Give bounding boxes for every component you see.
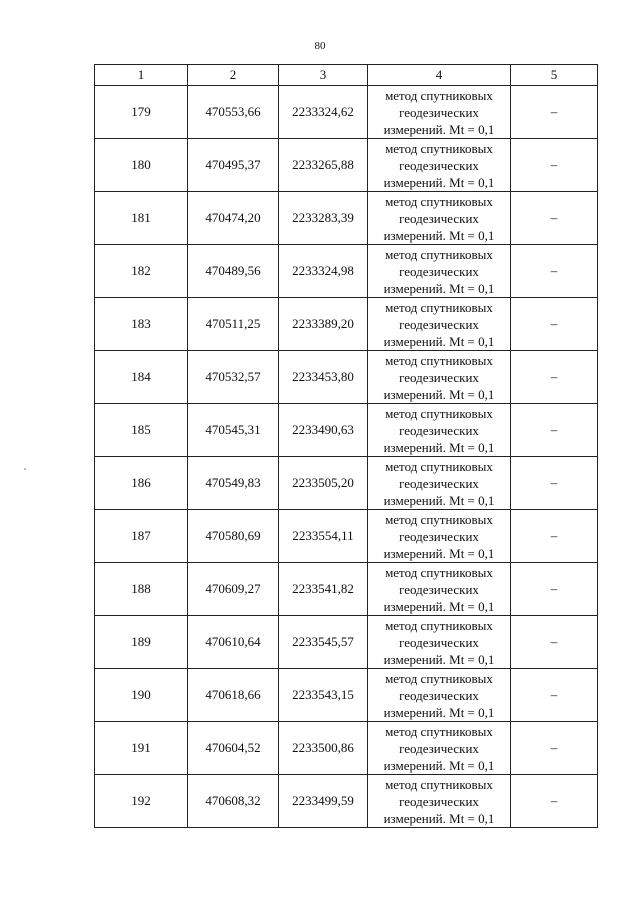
method-line: измерений. Mt = 0,1 [383,439,495,455]
method-line: измерений. Mt = 0,1 [383,757,495,773]
point-number-cell: 190 [95,669,188,722]
method-cell [368,616,511,669]
coordinates-table [94,64,598,828]
method-line: метод спутниковых [385,776,493,792]
method-line: геодезических [399,263,479,279]
y-coordinate-cell: 2233500,86 [279,722,368,775]
method-line: метод спутниковых [385,193,493,209]
method-line: геодезических [399,369,479,385]
method-line: измерений. Mt = 0,1 [383,651,495,667]
x-coordinate-cell: 470495,37 [188,139,279,192]
x-coordinate-cell: 470474,20 [188,192,279,245]
table-header [95,65,598,86]
method-cell [368,722,511,775]
method-line: измерений. Mt = 0,1 [383,386,495,402]
x-coordinate-cell: 470618,66 [188,669,279,722]
y-coordinate-cell: 2233389,20 [279,298,368,351]
scan-speck [24,468,26,470]
column-header-3: 3 [279,65,368,86]
point-number-cell: 180 [95,139,188,192]
note-cell: – [511,192,598,245]
note-cell: – [511,404,598,457]
method-cell [368,351,511,404]
table-row [95,192,598,245]
method-line: метод спутниковых [385,617,493,633]
method-cell [368,510,511,563]
method-line: геодезических [399,581,479,597]
point-number-cell: 192 [95,775,188,828]
method-line: геодезических [399,104,479,120]
method-cell [368,404,511,457]
x-coordinate-cell: 470610,64 [188,616,279,669]
x-coordinate-cell: 470580,69 [188,510,279,563]
method-line: геодезических [399,634,479,650]
table-row [95,563,598,616]
x-coordinate-cell: 470609,27 [188,563,279,616]
y-coordinate-cell: 2233545,57 [279,616,368,669]
point-number-cell: 179 [95,86,188,139]
method-line: метод спутниковых [385,352,493,368]
y-coordinate-cell: 2233324,62 [279,86,368,139]
method-line: измерений. Mt = 0,1 [383,704,495,720]
note-cell: – [511,775,598,828]
method-line: метод спутниковых [385,723,493,739]
method-line: метод спутниковых [385,299,493,315]
method-cell [368,298,511,351]
point-number-cell: 188 [95,563,188,616]
table-row [95,245,598,298]
note-cell: – [511,669,598,722]
method-line: геодезических [399,528,479,544]
method-line: измерений. Mt = 0,1 [383,121,495,137]
y-coordinate-cell: 2233324,98 [279,245,368,298]
note-cell: – [511,139,598,192]
y-coordinate-cell: 2233499,59 [279,775,368,828]
point-number-cell: 185 [95,404,188,457]
method-line: геодезических [399,422,479,438]
table-row [95,351,598,404]
x-coordinate-cell: 470553,66 [188,86,279,139]
note-cell: – [511,510,598,563]
table-row [95,669,598,722]
x-coordinate-cell: 470545,31 [188,404,279,457]
point-number-cell: 181 [95,192,188,245]
table-row [95,404,598,457]
method-line: геодезических [399,793,479,809]
point-number-cell: 187 [95,510,188,563]
x-coordinate-cell: 470511,25 [188,298,279,351]
y-coordinate-cell: 2233265,88 [279,139,368,192]
table-row [95,775,598,828]
page-number: 80 [314,40,326,52]
x-coordinate-cell: 470489,56 [188,245,279,298]
method-line: измерений. Mt = 0,1 [383,174,495,190]
x-coordinate-cell: 470532,57 [188,351,279,404]
y-coordinate-cell: 2233453,80 [279,351,368,404]
note-cell: – [511,86,598,139]
table-row [95,722,598,775]
header-row [95,65,598,86]
note-cell: – [511,722,598,775]
note-cell: – [511,457,598,510]
note-cell: – [511,351,598,404]
method-cell [368,775,511,828]
table-body [95,86,598,828]
method-line: геодезических [399,157,479,173]
method-cell [368,86,511,139]
method-line: геодезических [399,475,479,491]
method-line: метод спутниковых [385,670,493,686]
point-number-cell: 183 [95,298,188,351]
y-coordinate-cell: 2233554,11 [279,510,368,563]
y-coordinate-cell: 2233541,82 [279,563,368,616]
x-coordinate-cell: 470549,83 [188,457,279,510]
method-line: метод спутниковых [385,458,493,474]
column-header-5: 5 [511,65,598,86]
y-coordinate-cell: 2233283,39 [279,192,368,245]
point-number-cell: 186 [95,457,188,510]
note-cell: – [511,616,598,669]
point-number-cell: 184 [95,351,188,404]
method-line: геодезических [399,687,479,703]
method-line: измерений. Mt = 0,1 [383,333,495,349]
column-header-4: 4 [368,65,511,86]
method-line: геодезических [399,316,479,332]
method-line: метод спутниковых [385,511,493,527]
method-cell [368,669,511,722]
method-line: геодезических [399,210,479,226]
method-line: метод спутниковых [385,564,493,580]
table-row [95,616,598,669]
method-cell [368,457,511,510]
method-line: измерений. Mt = 0,1 [383,280,495,296]
column-header-2: 2 [188,65,279,86]
table-row [95,139,598,192]
y-coordinate-cell: 2233490,63 [279,404,368,457]
note-cell: – [511,298,598,351]
method-line: метод спутниковых [385,246,493,262]
note-cell: – [511,563,598,616]
method-line: метод спутниковых [385,140,493,156]
method-line: измерений. Mt = 0,1 [383,492,495,508]
method-line: метод спутниковых [385,87,493,103]
method-cell [368,563,511,616]
method-line: измерений. Mt = 0,1 [383,810,495,826]
table-row [95,510,598,563]
x-coordinate-cell: 470608,32 [188,775,279,828]
note-cell: – [511,245,598,298]
y-coordinate-cell: 2233543,15 [279,669,368,722]
method-line: измерений. Mt = 0,1 [383,598,495,614]
method-cell [368,245,511,298]
point-number-cell: 189 [95,616,188,669]
method-line: метод спутниковых [385,405,493,421]
method-cell [368,192,511,245]
x-coordinate-cell: 470604,52 [188,722,279,775]
method-cell [368,139,511,192]
method-line: геодезических [399,740,479,756]
point-number-cell: 182 [95,245,188,298]
method-line: измерений. Mt = 0,1 [383,545,495,561]
column-header-1: 1 [95,65,188,86]
point-number-cell: 191 [95,722,188,775]
y-coordinate-cell: 2233505,20 [279,457,368,510]
table-row [95,86,598,139]
method-line: измерений. Mt = 0,1 [383,227,495,243]
table-row [95,457,598,510]
table-row [95,298,598,351]
